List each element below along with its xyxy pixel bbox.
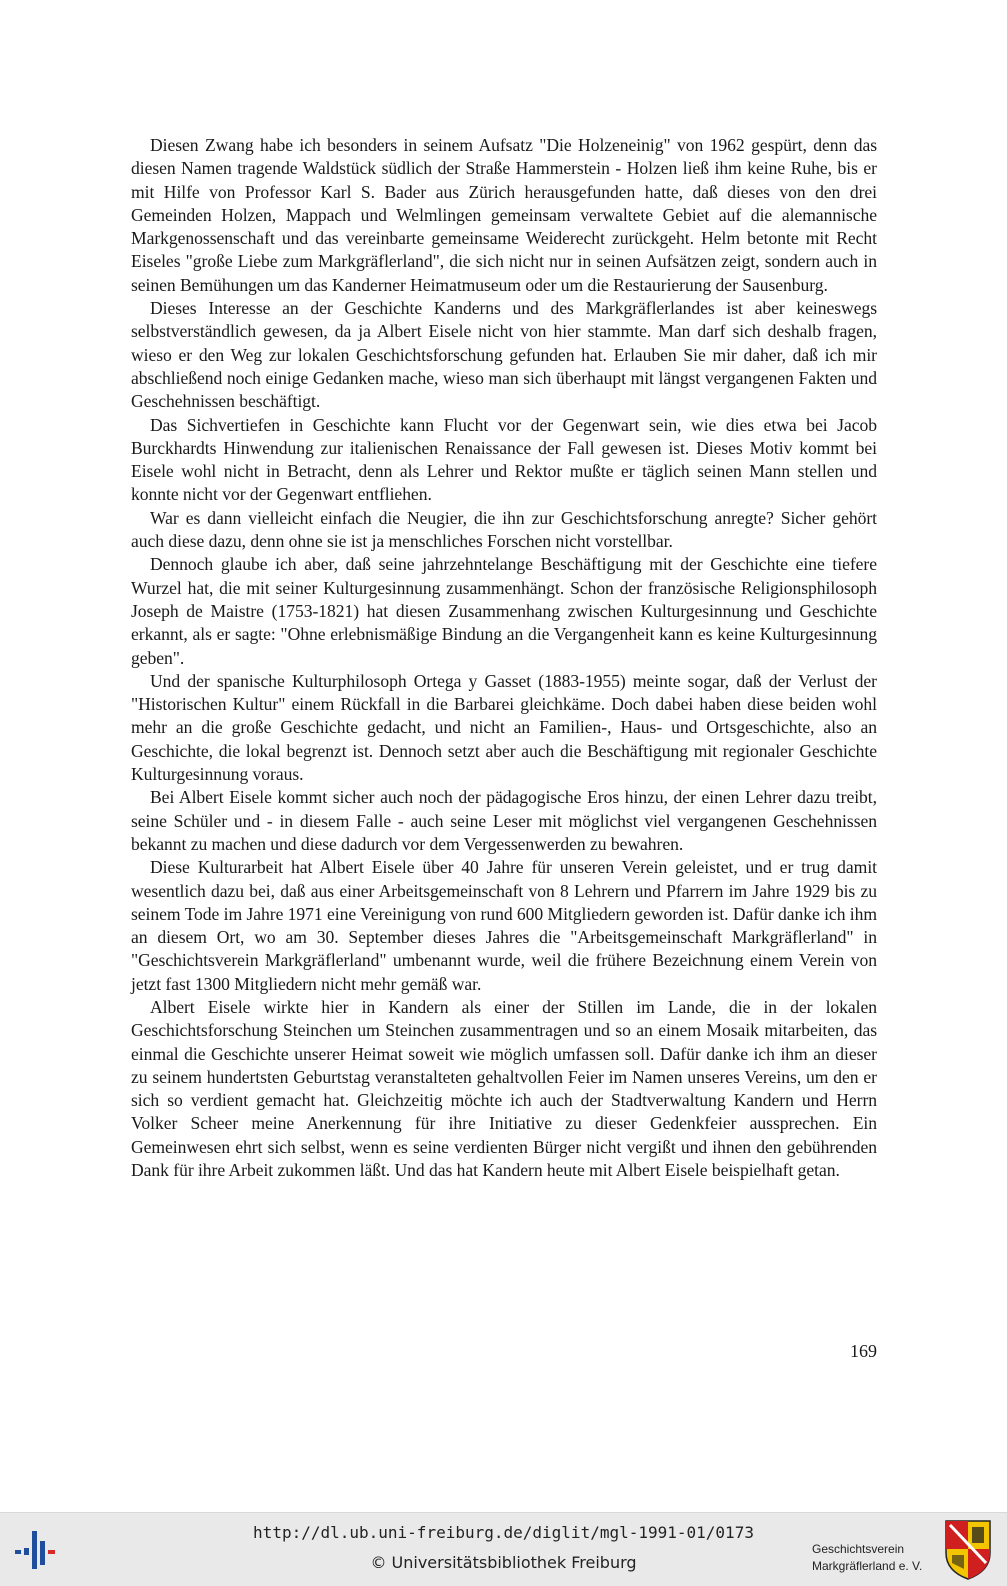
footer-organization [812, 1541, 937, 1575]
coat-of-arms-icon [944, 1519, 992, 1581]
org-name-line-1: Geschichtsverein [812, 1542, 905, 1556]
paragraph: Das Sichvertiefen in Geschichte kann Flucht vor der Gegenwart sein, wie dies etwa bei Jacob Burckhardts Hinwendung zur italienischen Renaissance der Fall gewesen ist. Dieses Motiv kommt bei Eisele wohl nicht in Betracht, denn als Lehrer und Rektor mußte er täglich seinen Mann stellen und konnte nicht vor der Gegenwart entfliehen. [131, 414, 877, 505]
org-name-line-2: Markgräflerland e. V. [812, 1559, 923, 1573]
paragraph: Und der spanische Kulturphilosoph Ortega y Gasset (1883-1955) meinte sogar, daß der Verlust der "Historischen Kultur" einem Rückfall in die Barbarei gleichkäme. Doch dabei haben diese beiden wohl mehr an die große Geschichte gedacht, und nicht an Familien-, Haus- und Ortsgeschichte, also an Geschichte, die lokal begrenzt ist. Dennoch setzt aber auch die Beschäftigung mit regionaler Geschichte Kulturgesinnung voraus. [131, 670, 877, 785]
footer-copyright: © Universitätsbibliothek Freiburg [370, 1553, 637, 1572]
paragraph: Diesen Zwang habe ich besonders in seinem Aufsatz "Die Holzeneinig" von 1962 gespürt, denn das diesen Namen tragende Waldstück südlich der Straße Hammerstein - Holzen ließ ihm keine Ruhe, bis er mit Hilfe von Professor Karl S. Bader aus Zürich herausgefunden hatte, daß dieses von den drei Gemeinden Holzen, Mappach und Welmlingen gemeinsam verwaltete Gebiet auf die alemannische Markgenossenschaft und das vereinbarte gemeinsame Weiderecht zurückgeht. Helm betonte mit Recht Eiseles "große Liebe zum Markgräflerland", die sich nicht nur in seinen Aufsätzen zeigt, sondern auch in seinen Bemühungen um das Kanderner Heimatmuseum oder um die Restaurierung der Sausenburg. [131, 135, 877, 295]
footer-bar [0, 1512, 1007, 1586]
paragraph: Dennoch glaube ich aber, daß seine jahrzehntelange Beschäftigung mit der Geschichte eine tiefere Wurzel hat, die mit seiner Kulturgesinnung zusammenhängt. Schon der französische Religionsphilosoph Joseph de Maistre (1753-1821) hat diesen Zusammenhang zwischen Kulturgesinnung und Geschichte erkannt, als er sagte: "Ohne erlebnismäßige Bindung an die Vergangenheit kann es keine Kulturgesinnung geben". [131, 554, 877, 668]
footer-url-link[interactable]: http://dl.ub.uni-freiburg.de/diglit/mgl-1991-01/0173 [253, 1523, 754, 1542]
document-body [131, 134, 877, 1182]
page-number: 169 [850, 1341, 877, 1361]
paragraph: Albert Eisele wirkte hier in Kandern als einer der Stillen im Lande, die in der lokalen Geschichtsforschung Steinchen um Steinchen zusammentragen und so an einem Mosaik mitarbeiten, das einmal die Geschichte unserer Heimat soweit wie möglich umfassen soll. Dafür danke ich ihm an dieser zu seinem hundertsten Geburtstag veranstalteten gehaltvollen Feier im Namen unseres Vereins, um den er sich so verdient gemacht hat. Gleichzeitig möchte ich auch der Stadtverwaltung Kandern und Herrn Volker Scheer meine Anerkennung für ihre Initiative zu dieser Gedenkfeier aussprechen. Ein Gemeinwesen ehrt sich selbst, wenn es seine verdienten Bürger nicht vergißt und ihnen den gebührenden Dank für ihre Arbeit zukommen läßt. Und das hat Kandern heute mit Albert Eisele beispielhaft getan. [131, 996, 877, 1181]
paragraph: Diese Kulturarbeit hat Albert Eisele über 40 Jahre für unseren Verein geleistet, und er trug damit wesentlich dazu bei, daß aus einer Arbeitsgemeinschaft von 8 Lehrern und Pfarrern im Jahre 1929 bis zu seinem Tode im Jahre 1971 eine Vereinigung von rund 600 Mitgliedern geworden ist. Dafür danke ich ihm an diesem Ort, wo am 30. September dieses Jahres die "Arbeitsgemeinschaft Markgräflerland" in "Geschichtsverein Markgräflerland" umbenannt wurde, weil die frühere Bezeichnung einem Verein von jetzt fast 1300 Mitgliedern nicht mehr gemäß war. [131, 857, 878, 994]
paragraph: Dieses Interesse an der Geschichte Kanderns und des Markgräflerlandes ist aber keineswegs selbstverständlich gewesen, da ja Albert Eisele nicht von hier stammte. Man darf sich deshalb fragen, wieso er den Weg zur lokalen Geschichtsforschung gefunden hat. Erlauben Sie mir daher, daß ich mir abschließend noch einige Gedanken mache, wieso man sich überhaupt mit längst vergangenen Fakten und Geschehnissen beschäftigt. [131, 298, 877, 412]
paragraph: Bei Albert Eisele kommt sicher auch noch der pädagogische Eros hinzu, der einen Lehrer dazu treibt, seine Schüler und - in diesem Falle - auch seine Leser mit möglichst viel vergangenen Geschehnissen bekannt zu machen und diese dadurch vor dem Vergessenwerden zu bewahren. [131, 787, 877, 854]
paragraph: War es dann vielleicht einfach die Neugier, die ihn zur Geschichtsforschung anregte? Sicher gehört auch diese dazu, denn ohne sie ist ja menschliches Forschen nicht vorstellbar. [131, 507, 877, 552]
